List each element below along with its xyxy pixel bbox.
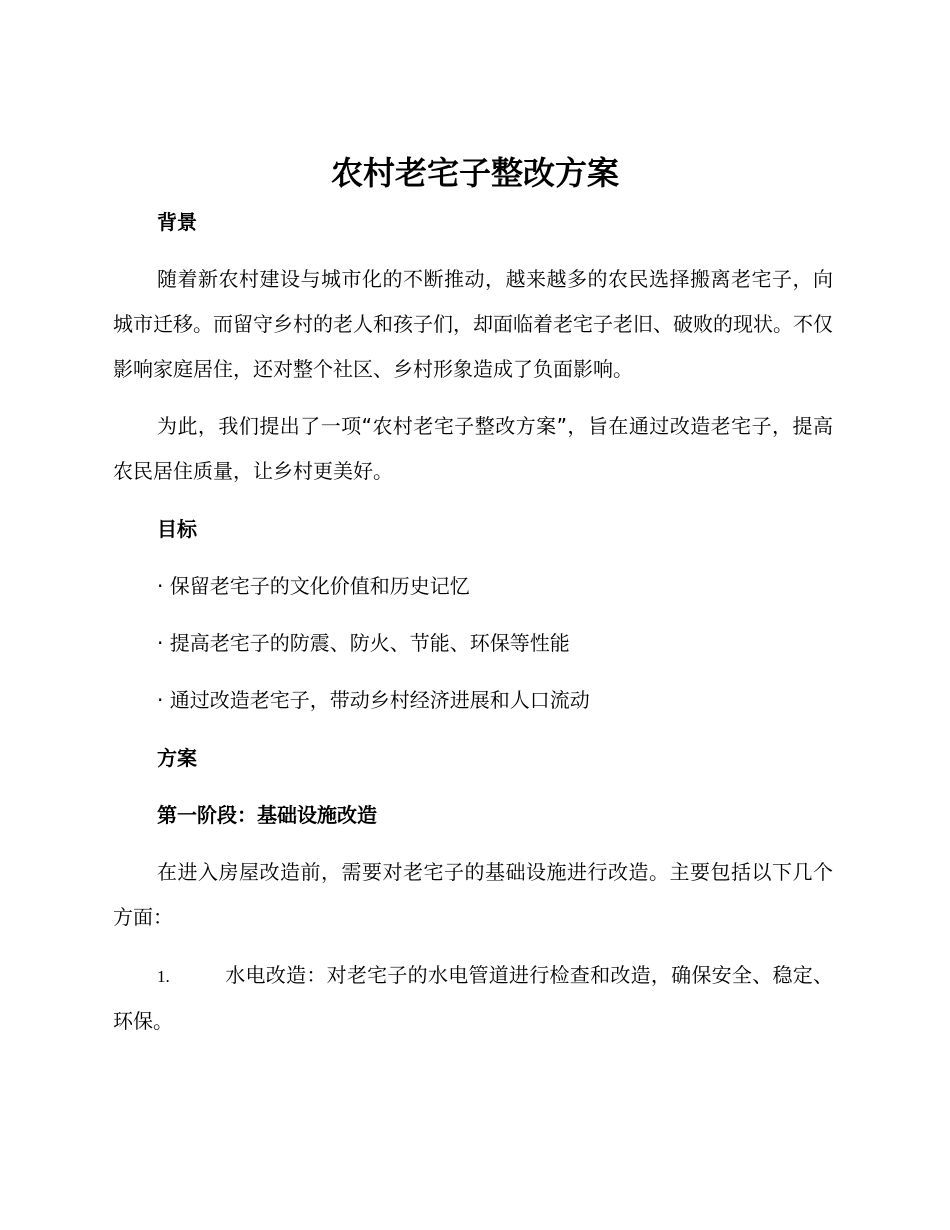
document-title: 农村老宅子整改方案 <box>330 154 619 192</box>
background-paragraph-1: 随着新农村建设与城市化的不断推动，越来越多的农民选择搬离老宅子，向城市迁移。而留守乡村的老人和孩子们，却面临着老宅子老旧、破败的现状。不仅影响家庭居住，还对整个社区、乡村形象造成了负面影响。 <box>113 267 833 381</box>
goal-item-3: · 通过改造老宅子，带动乡村经济进展和人口流动 <box>157 688 590 712</box>
stage1-intro-paragraph: 在进入房屋改造前，需要对老宅子的基础设施进行改造。主要包括以下几个方面： <box>113 860 833 929</box>
section-heading-goals: 目标 <box>157 517 197 541</box>
numbered-list-item <box>113 953 833 1044</box>
section-heading-plan: 方案 <box>157 746 197 770</box>
section-heading-background: 背景 <box>157 210 197 234</box>
background-paragraph-2: 为此，我们提出了一项“农村老宅子整改方案”，旨在通过改造老宅子，提高农民居住质量，让乡村更美好。 <box>113 414 833 483</box>
goal-item-2: · 提高老宅子的防震、防火、节能、环保等性能 <box>157 631 570 655</box>
list-item-number: 1. <box>157 967 170 986</box>
list-item-text: 水电改造：对老宅子的水电管道进行检查和改造，确保安全、稳定、环保。 <box>113 963 833 1033</box>
subsection-heading-stage1: 第一阶段：基础设施改造 <box>157 803 377 827</box>
goal-item-1: · 保留老宅子的文化价值和历史记忆 <box>157 574 470 598</box>
